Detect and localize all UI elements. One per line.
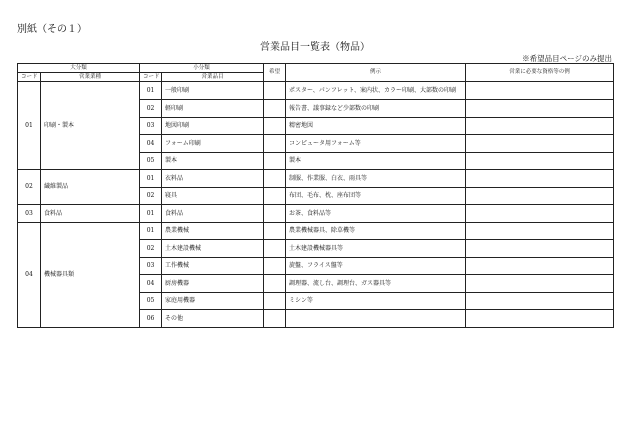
minor-category-code: 02 [140, 100, 162, 118]
minor-category-code: 05 [140, 152, 162, 170]
header-minor-code: コード [140, 73, 162, 82]
preference-checkbox[interactable] [264, 152, 286, 170]
preference-checkbox[interactable] [264, 82, 286, 100]
minor-category-code: 03 [140, 117, 162, 135]
example-cell: 布団、毛布、枕、座布団等 [286, 187, 466, 205]
minor-category-code: 05 [140, 292, 162, 310]
example-cell [286, 310, 466, 328]
qualification-cell[interactable] [466, 257, 614, 275]
qualification-cell[interactable] [466, 152, 614, 170]
minor-category-code: 02 [140, 240, 162, 258]
document-title: 営業品目一覧表（物品） [260, 42, 370, 53]
minor-category-name: 土木建設機械 [162, 240, 264, 258]
minor-category-code: 04 [140, 135, 162, 153]
table-row [18, 205, 614, 223]
qualification-cell[interactable] [466, 135, 614, 153]
preference-checkbox[interactable] [264, 310, 286, 328]
header-business-type: 営業業種 [41, 73, 140, 82]
minor-category-code: 01 [140, 222, 162, 240]
minor-category-code: 01 [140, 170, 162, 188]
preference-checkbox[interactable] [264, 222, 286, 240]
minor-category-name: 工作機械 [162, 257, 264, 275]
minor-category-code: 01 [140, 205, 162, 223]
minor-category-name: 一般印刷 [162, 82, 264, 100]
submission-note: ※希望品目ページのみ提出 [522, 54, 612, 63]
header-business-item: 営業品目 [162, 73, 264, 82]
example-cell: 土木建設機械器具等 [286, 240, 466, 258]
example-cell: ポスター、パンフレット、案内状、カラー印刷、大部数の印刷 [286, 82, 466, 100]
header-major-code: コード [18, 73, 41, 82]
minor-category-name: 製本 [162, 152, 264, 170]
business-items-table [17, 63, 614, 328]
preference-checkbox[interactable] [264, 117, 286, 135]
example-cell: 制服、作業服、白衣、雨具等 [286, 170, 466, 188]
qualification-cell[interactable] [466, 170, 614, 188]
document-label: 別紙（その１） [17, 24, 87, 35]
qualification-cell[interactable] [466, 310, 614, 328]
qualification-cell[interactable] [466, 275, 614, 293]
minor-category-code: 06 [140, 310, 162, 328]
qualification-cell[interactable] [466, 205, 614, 223]
qualification-cell[interactable] [466, 222, 614, 240]
example-cell: 旋盤、フライス盤等 [286, 257, 466, 275]
minor-category-name: その他 [162, 310, 264, 328]
preference-checkbox[interactable] [264, 170, 286, 188]
minor-category-name: 食料品 [162, 205, 264, 223]
qualification-cell[interactable] [466, 187, 614, 205]
qualification-cell[interactable] [466, 240, 614, 258]
minor-category-code: 01 [140, 82, 162, 100]
preference-checkbox[interactable] [264, 257, 286, 275]
example-cell: 製本 [286, 152, 466, 170]
minor-category-name: 衣料品 [162, 170, 264, 188]
table-row [18, 170, 614, 188]
major-category-code: 01 [18, 82, 41, 170]
qualification-cell[interactable] [466, 117, 614, 135]
qualification-cell[interactable] [466, 82, 614, 100]
table-row [18, 82, 614, 100]
minor-category-name: 家庭用機器 [162, 292, 264, 310]
preference-checkbox[interactable] [264, 240, 286, 258]
example-cell: 調理器、流し台、調理台、ガス器具等 [286, 275, 466, 293]
minor-category-name: 軽印刷 [162, 100, 264, 118]
minor-category-code: 04 [140, 275, 162, 293]
table-row [18, 222, 614, 240]
major-category-name: 食料品 [41, 205, 140, 223]
preference-checkbox[interactable] [264, 292, 286, 310]
preference-checkbox[interactable] [264, 135, 286, 153]
qualification-cell[interactable] [466, 292, 614, 310]
example-cell: 農業機械器具、除草機等 [286, 222, 466, 240]
qualification-cell[interactable] [466, 100, 614, 118]
major-category-name: 機械器具類 [41, 222, 140, 327]
major-category-code: 02 [18, 170, 41, 205]
major-category-name: 繊維製品 [41, 170, 140, 205]
minor-category-name: 農業機械 [162, 222, 264, 240]
preference-checkbox[interactable] [264, 100, 286, 118]
example-cell: 精密地図 [286, 117, 466, 135]
example-cell: ミシン等 [286, 292, 466, 310]
header-qualification: 営業に必要な資格等の例 [466, 64, 614, 82]
example-cell: コンピュータ用フォーム等 [286, 135, 466, 153]
minor-category-name: フォーム印刷 [162, 135, 264, 153]
preference-checkbox[interactable] [264, 205, 286, 223]
minor-category-code: 02 [140, 187, 162, 205]
header-example: 例示 [286, 64, 466, 82]
header-minor-category: 小分類 [140, 64, 264, 73]
preference-checkbox[interactable] [264, 275, 286, 293]
header-row-top [18, 64, 614, 73]
minor-category-name: 厨房機器 [162, 275, 264, 293]
minor-category-name: 地図印刷 [162, 117, 264, 135]
example-cell: 報告書、議事録など少部数の印刷 [286, 100, 466, 118]
preference-checkbox[interactable] [264, 187, 286, 205]
major-category-name: 印刷・製本 [41, 82, 140, 170]
header-major-category: 大分類 [18, 64, 140, 73]
major-category-code: 03 [18, 205, 41, 223]
header-preference: 希望 [264, 64, 286, 82]
example-cell: お茶、食料品等 [286, 205, 466, 223]
minor-category-code: 03 [140, 257, 162, 275]
minor-category-name: 寝具 [162, 187, 264, 205]
major-category-code: 04 [18, 222, 41, 327]
